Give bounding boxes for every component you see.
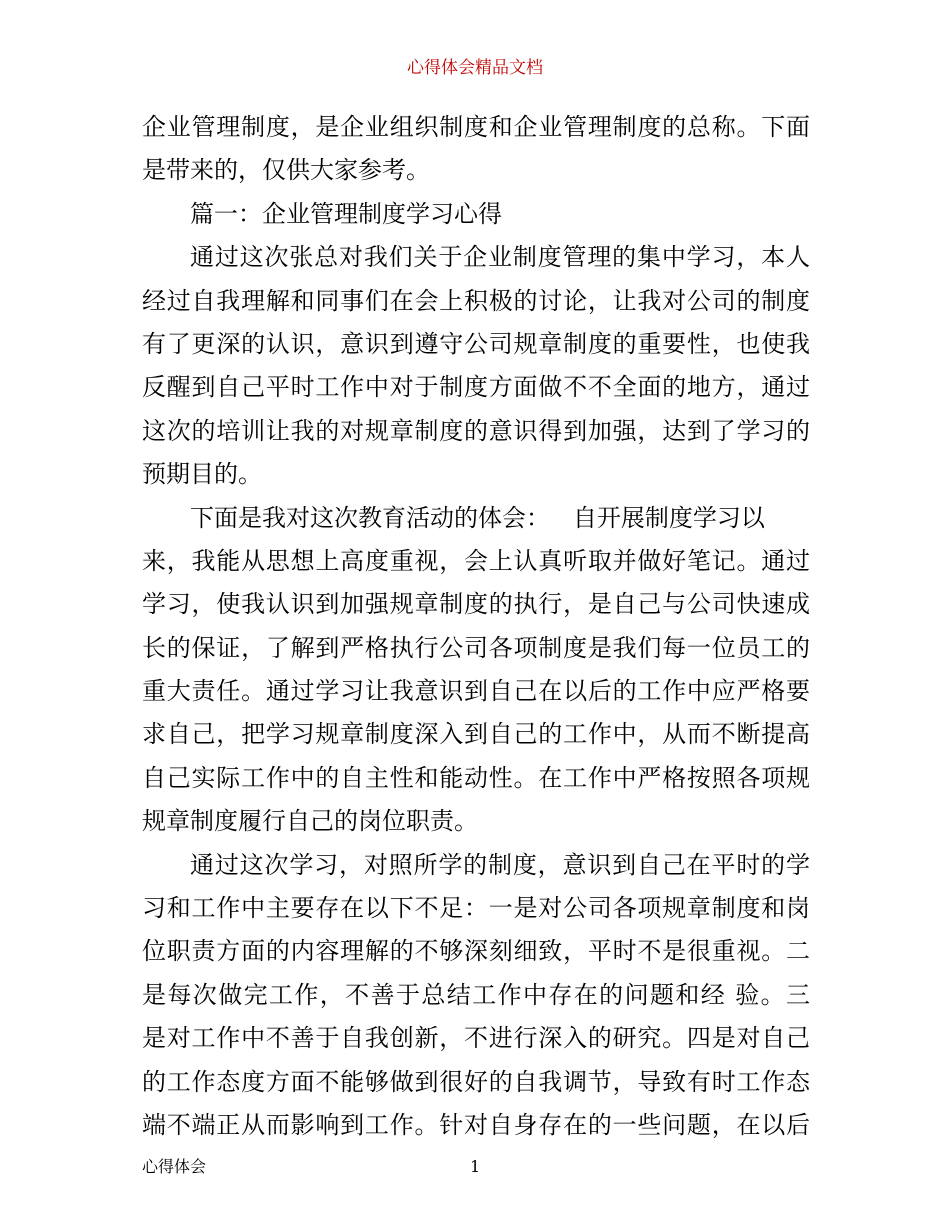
paragraph-line: 是每次做完工作，不善于总结工作中存在的问题和经 验。三 <box>142 980 810 1009</box>
footer-label: 心得体会 <box>142 1157 207 1176</box>
paragraph-line: 下面是我对这次教育活动的体会： 自开展制度学习以 <box>190 503 765 532</box>
paragraph-line: 规章制度履行自己的岗位职责。 <box>142 807 478 836</box>
paragraph-line: 经过自我理解和同事们在会上积极的讨论，让我对公司的制度 <box>142 286 810 315</box>
paragraph-line: 自己实际工作中的自主性和能动性。在工作中严格按照各项规 <box>142 763 810 792</box>
paragraph-line: 有了更深的认识，意识到遵守公司规章制度的重要性，也使我 <box>142 329 810 358</box>
paragraph-line: 通过这次学习，对照所学的制度，意识到自己在平时的学 <box>190 850 810 879</box>
paragraph-line: 来，我能从思想上高度重视，会上认真听取并做好笔记。通过 <box>142 546 810 575</box>
paragraph-line: 位职责方面的内容理解的不够深刻细致，平时不是很重视。二 <box>142 937 810 966</box>
paragraph-line: 预期目的。 <box>142 460 262 489</box>
paragraph-line: 这次的培训让我的对规章制度的意识得到加强，达到了学习的 <box>142 416 810 445</box>
paragraph-line: 是对工作中不善于自我创新，不进行深入的研究。四是对自己 <box>142 1024 810 1053</box>
paragraph-line: 通过这次张总对我们关于企业制度管理的集中学习，本人 <box>190 243 810 272</box>
page-number: 1 <box>470 1157 481 1176</box>
paragraph-line: 求自己，把学习规章制度深入到自己的工作中，从而不断提高 <box>142 720 810 749</box>
document-body <box>142 106 810 1147</box>
paragraph-line: 学习，使我认识到加强规章制度的执行，是自己与公司快速成 <box>142 590 810 619</box>
paragraph-line: 长的保证，了解到严格执行公司各项制度是我们每一位员工的 <box>142 633 810 662</box>
paragraph-line: 企业管理制度，是企业组织制度和企业管理制度的总称。下面 <box>142 113 810 141</box>
paragraph-line: 的工作态度方面不能够做到很好的自我调节，导致有时工作态 <box>142 1067 810 1096</box>
section-heading: 篇一：企业管理制度学习心得 <box>190 199 502 228</box>
paragraph-line: 端不端正从而影响到工作。针对自身存在的一些问题，在以后 <box>142 1110 810 1139</box>
paragraph-line: 重大责任。通过学习让我意识到自己在以后的工作中应严格要 <box>142 677 810 706</box>
paragraph-line: 反醒到自己平时工作中对于制度方面做不不全面的地方，通过 <box>142 373 810 402</box>
paragraph-line: 习和工作中主要存在以下不足：一是对公司各项规章制度和岗 <box>142 894 810 923</box>
document-header-title: 心得体会精品文档 <box>407 58 543 78</box>
paragraph-line: 是带来的，仅供大家参考。 <box>142 156 430 185</box>
